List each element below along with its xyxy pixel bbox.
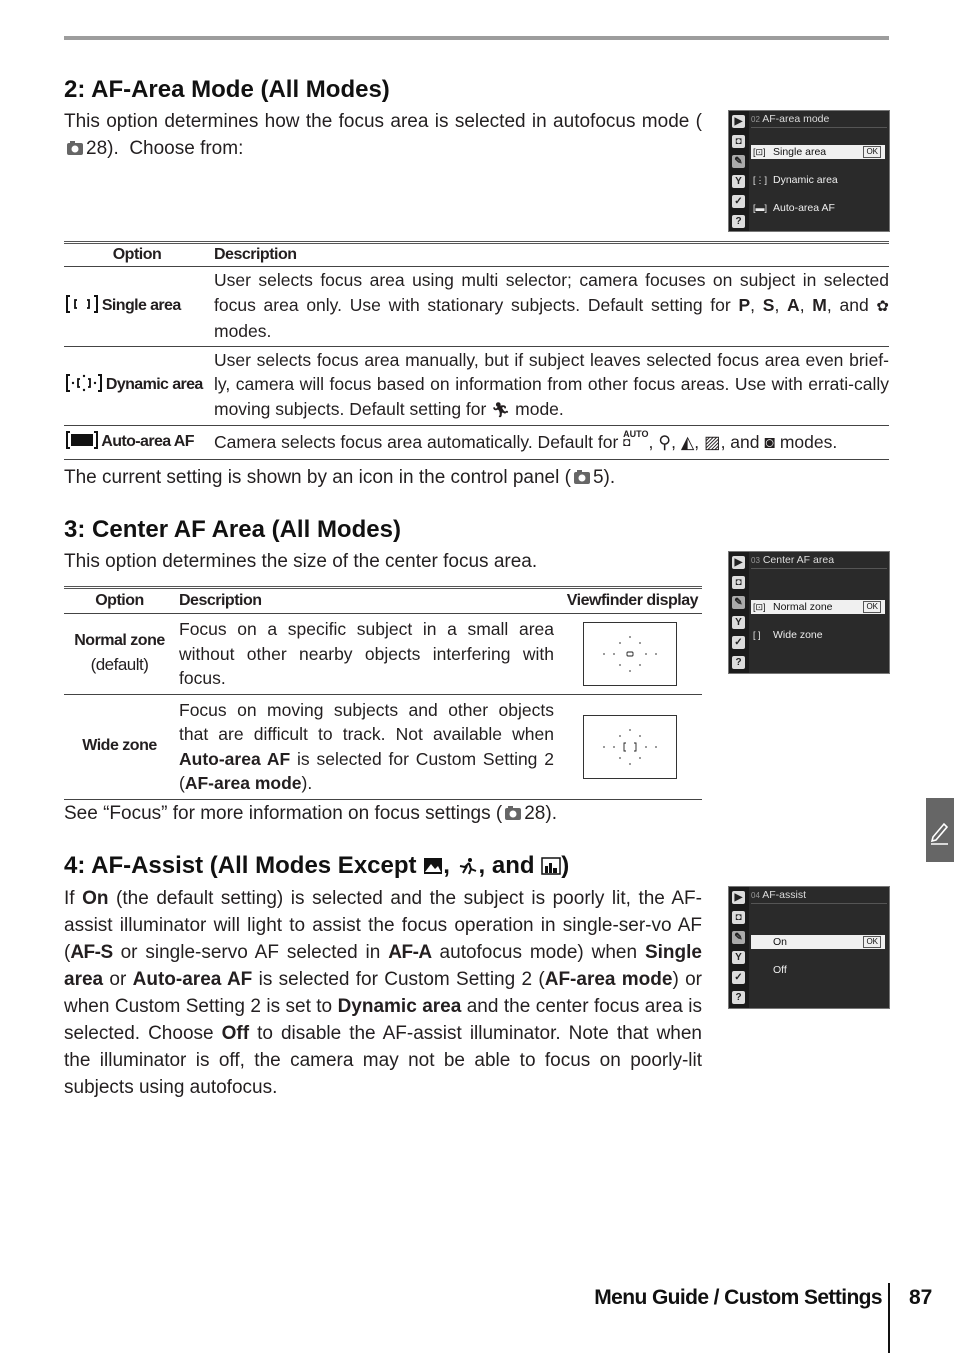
menu-item-on[interactable]: On OK	[751, 935, 885, 949]
table-header-row	[64, 588, 702, 614]
normal-zone-viewfinder-graphic	[584, 623, 676, 685]
dynamic-area-icon: [⋮]	[753, 175, 768, 185]
single-area-icon	[66, 294, 98, 314]
setup-menu-icon: Y	[732, 951, 745, 964]
af-assist-paragraph: If On (the default setting) is selected and the subject is poorly lit, the AF-assist illuminator will light to assist the focus operation in single-ser-vo AF (AF-S or single-servo AF selected in AF-A autofocus mode) when Single area or Auto-area AF is selected for Custom Setting 2 (AF-area mode) or when Custom Setting 2 is set to Dynamic area and the center focus area is selected. Choose Off to disable the AF-assist illuminator. Note that when the illuminator is off, the camera may not be able to focus on poorly-lit subjects using autofocus.	[64, 888, 703, 1098]
menu-item-single-area[interactable]: [⊡] Single area OK	[751, 145, 885, 159]
option-cell: Single area	[64, 267, 210, 347]
landscape-mode-icon	[423, 857, 443, 875]
menu-sidebar	[729, 887, 749, 1008]
camera-menu-screen-af-area-mode	[728, 110, 890, 232]
camera-menu-screen-af-assist	[728, 886, 890, 1009]
section-title-af-assist: 4: AF-Assist (All Modes Except , , and )	[64, 852, 570, 879]
night-landscape-mode-icon	[541, 857, 561, 875]
shooting-menu-icon: ◘	[732, 911, 745, 924]
auto-area-icon	[66, 430, 98, 450]
auto-mode-icon: AUTO ◘	[623, 428, 649, 449]
ok-badge: OK	[863, 936, 881, 948]
description-cell: Focus on a specific subject in a small area without other nearby objects interfering with focus.	[175, 614, 558, 695]
table-row	[64, 346, 889, 426]
menu-item-wide-zone[interactable]: [ ] Wide zone	[753, 629, 823, 641]
close-up-mode-icon: ✿	[876, 297, 889, 315]
landscape-mode-icon: ◭	[680, 431, 695, 452]
custom-settings-side-tab	[926, 798, 954, 862]
description-cell: User selects focus area manually, but if subject leaves selected focus area even brief-ly, camera will focus based on information from other focus areas. Use with errati-cally moving subjects. Default setting for 🏃︎ mode.	[210, 346, 889, 426]
description-cell: Camera selects focus area automatically. Default for AUTO ◘ , ⚲, ◭, ▨, and ◙ modes.	[210, 426, 889, 460]
sports-mode-icon	[457, 857, 479, 875]
playback-menu-icon: ▶	[732, 115, 745, 128]
camera-menu-screen-center-af-area	[728, 551, 890, 674]
menu-item-auto-area-af[interactable]: [▬] Auto-area AF	[753, 202, 835, 214]
menu-sidebar	[729, 552, 749, 673]
retouch-menu-icon: ✓	[732, 195, 745, 208]
playback-menu-icon: ▶	[732, 556, 745, 569]
footer-divider	[888, 1283, 890, 1353]
table-row	[64, 267, 889, 347]
setup-menu-icon: Y	[732, 616, 745, 629]
top-rule	[64, 36, 889, 40]
wide-zone-viewfinder-graphic	[584, 716, 676, 778]
wide-zone-icon: [ ]	[753, 630, 761, 640]
viewfinder-cell	[558, 614, 702, 695]
portrait-mode-icon: ⚲	[658, 431, 672, 452]
table-row	[64, 426, 889, 460]
retouch-menu-icon: ✓	[732, 636, 745, 649]
option-cell: Normal zone (default)	[64, 614, 175, 695]
section-title-af-area-mode: 2: AF-Area Mode (All Modes)	[64, 76, 390, 103]
night-portrait-mode-icon: ◙	[764, 431, 775, 452]
page-number: 87	[909, 1286, 933, 1309]
menu-item-off[interactable]: Off	[773, 964, 787, 976]
af-area-options-table	[64, 241, 889, 460]
help-icon: ?	[732, 991, 745, 1004]
help-icon: ?	[732, 215, 745, 228]
column-header-option: Option	[64, 588, 175, 614]
menu-sidebar	[729, 111, 749, 231]
dynamic-area-icon	[66, 373, 102, 393]
custom-settings-icon: ✎	[732, 155, 745, 168]
option-cell: Auto-area AF	[64, 426, 210, 460]
section-3-intro: This option determines the size of the center focus area.	[64, 551, 538, 572]
description-cell: User selects focus area using multi selector; camera focuses on subject in selected focus area only. Use with stationary subjects. Default setting for P, S, A, M, and ✿ modes.	[210, 267, 889, 347]
viewfinder-cell	[558, 694, 702, 799]
night-landscape-mode-icon: ▨	[704, 431, 721, 452]
single-area-icon: [⊡]	[753, 147, 766, 157]
option-cell: Dynamic area	[64, 346, 210, 426]
sports-mode-icon: 🏃︎	[491, 401, 511, 419]
shooting-menu-icon: ◘	[732, 135, 745, 148]
focus-reference-note: See “Focus” for more information on focus settings ( 28).	[64, 803, 557, 824]
setup-menu-icon: Y	[732, 175, 745, 188]
auto-area-icon: [▬]	[753, 203, 768, 213]
shooting-menu-icon: ◘	[732, 576, 745, 589]
page-reference-icon	[66, 140, 84, 156]
table-row	[64, 614, 702, 695]
page-reference-icon	[573, 469, 591, 485]
menu-item-normal-zone[interactable]: [⊡] Normal zone OK	[751, 600, 885, 614]
control-panel-note: The current setting is shown by an icon in the control panel ( 5).	[64, 467, 616, 488]
page-reference-icon	[504, 805, 522, 821]
ok-badge: OK	[863, 146, 881, 158]
retouch-menu-icon: ✓	[732, 971, 745, 984]
viewfinder-normal-zone-diagram	[583, 622, 677, 686]
playback-menu-icon: ▶	[732, 891, 745, 904]
custom-settings-icon: ✎	[732, 931, 745, 944]
footer-title: Menu Guide / Custom Settings	[594, 1286, 882, 1309]
column-header-description: Description	[210, 243, 889, 267]
pencil-icon	[926, 798, 954, 862]
table-row	[64, 694, 702, 799]
column-header-option: Option	[64, 243, 210, 267]
help-icon: ?	[732, 656, 745, 669]
description-cell: Focus on moving subjects and other objects that are difficult to track. Not available when Auto-area AF is selected for Custom Setting 2 (AF-area mode).	[175, 694, 558, 799]
normal-zone-icon: [⊡]	[753, 602, 766, 612]
option-cell: Wide zone	[64, 694, 175, 799]
screen-header: 02 AF-area mode	[751, 113, 887, 128]
section-2-intro: This option determines how the focus area is selected in autofocus mode (28). Choose from:	[64, 111, 702, 159]
section-title-center-af-area: 3: Center AF Area (All Modes)	[64, 516, 401, 543]
table-header-row	[64, 243, 889, 267]
screen-header: 04 AF-assist	[751, 889, 887, 904]
custom-settings-icon: ✎	[732, 596, 745, 609]
viewfinder-wide-zone-diagram	[583, 715, 677, 779]
column-header-description: Description	[175, 588, 558, 614]
ok-badge: OK	[863, 601, 881, 613]
screen-header: 03 Center AF area	[751, 554, 887, 569]
center-af-area-options-table	[64, 586, 702, 800]
menu-item-dynamic-area[interactable]: [⋮] Dynamic area	[753, 174, 838, 186]
column-header-viewfinder: Viewfinder display	[558, 588, 702, 614]
